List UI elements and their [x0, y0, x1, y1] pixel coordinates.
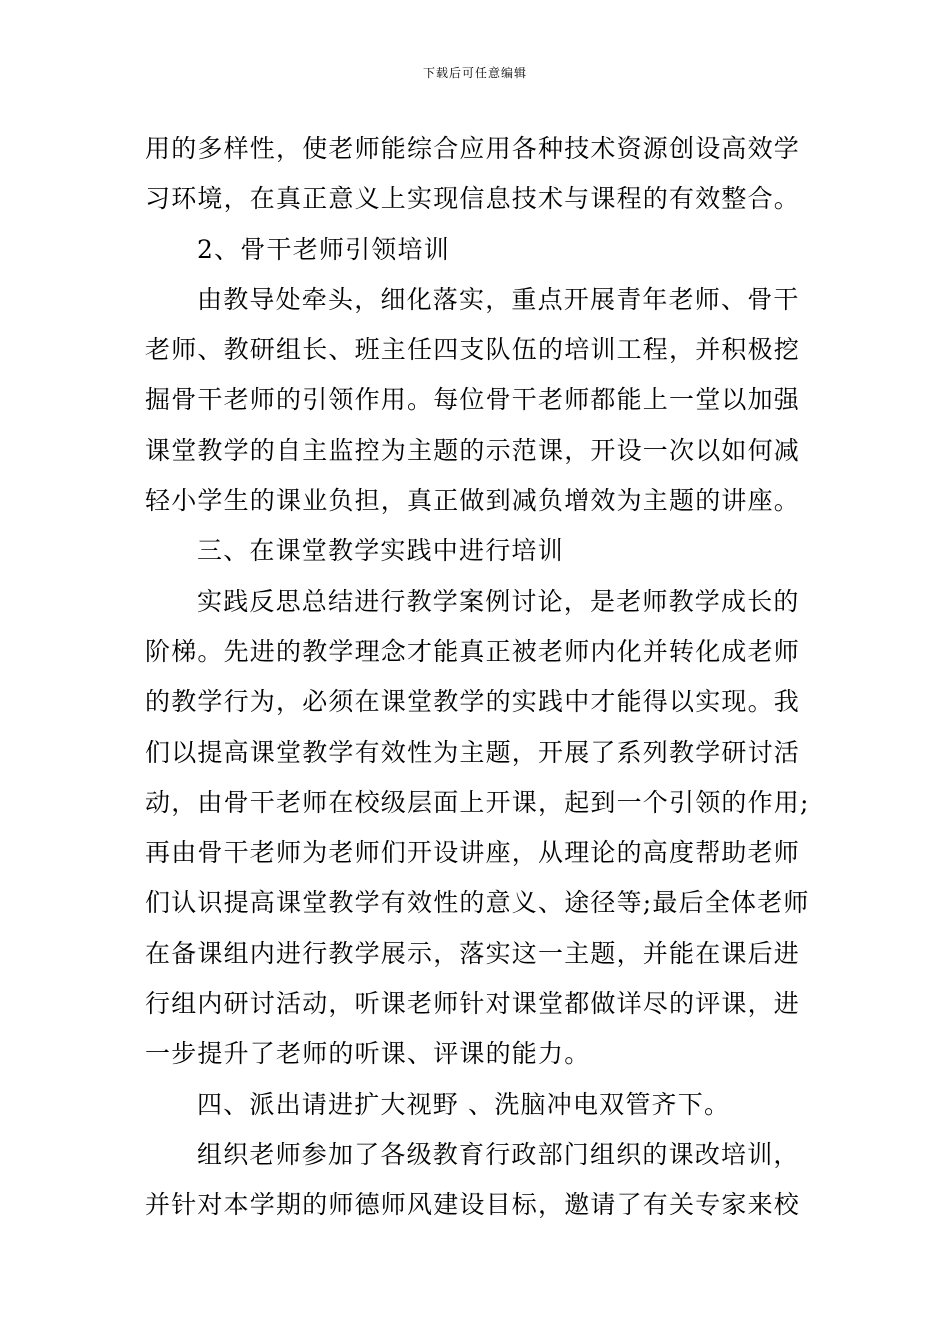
- text-line: 并针对本学期的师德师风建设目标，邀请了有关专家来校: [145, 1190, 801, 1220]
- text-line: 行组内研讨活动，听课老师针对课堂都做详尽的评课，进: [145, 989, 801, 1019]
- text-line: 动，由骨干老师在校级层面上开课，起到一个引领的作用;: [145, 787, 810, 817]
- text-line: 在备课组内进行教学展示，落实这一主题，并能在课后进: [145, 938, 801, 968]
- text-line: 们认识提高课堂教学有效性的意义、途径等;最后全体老师: [145, 888, 810, 918]
- text-line: 习环境，在真正意义上实现信息技术与课程的有效整合。: [145, 184, 801, 214]
- text-line: 一步提升了老师的听课、评课的能力。: [145, 1039, 591, 1069]
- text-line: 阶梯。先进的教学理念才能真正被老师内化并转化成老师: [145, 636, 801, 666]
- text-line: 老师、教研组长、班主任四支队伍的培训工程，并积极挖: [145, 335, 801, 365]
- text-line: 掘骨干老师的引领作用。每位骨干老师都能上一堂以加强: [145, 385, 801, 415]
- text-line: 再由骨干老师为老师们开设讲座，从理论的高度帮助老师: [145, 838, 801, 868]
- paragraph-start: 由教导处牵头，细化落实，重点开展青年老师、骨干: [197, 284, 800, 314]
- document-body: [145, 124, 815, 1231]
- section-heading: 2、骨干老师引领培训: [197, 234, 450, 264]
- paragraph-start: 实践反思总结进行教学案例讨论，是老师教学成长的: [197, 586, 800, 616]
- text-line: 们以提高课堂教学有效性为主题，开展了系列教学研讨活: [145, 737, 801, 767]
- section-heading: 四、派出请进扩大视野 、洗脑冲电双管齐下。: [197, 1089, 731, 1119]
- page-header: 下载后可任意编辑: [422, 66, 527, 80]
- section-heading: 三、在课堂教学实践中进行培训: [197, 536, 564, 566]
- text-line: 轻小学生的课业负担，真正做到减负增效为主题的讲座。: [145, 486, 801, 516]
- text-line: 课堂教学的自主监控为主题的示范课，开设一次以如何减: [145, 435, 801, 465]
- text-line: 用的多样性，使老师能综合应用各种技术资源创设高效学: [145, 134, 801, 163]
- text-line: 的教学行为，必须在课堂教学的实践中才能得以实现。我: [145, 687, 801, 717]
- paragraph-start: 组织老师参加了各级教育行政部门组织的课改培训，: [197, 1139, 800, 1169]
